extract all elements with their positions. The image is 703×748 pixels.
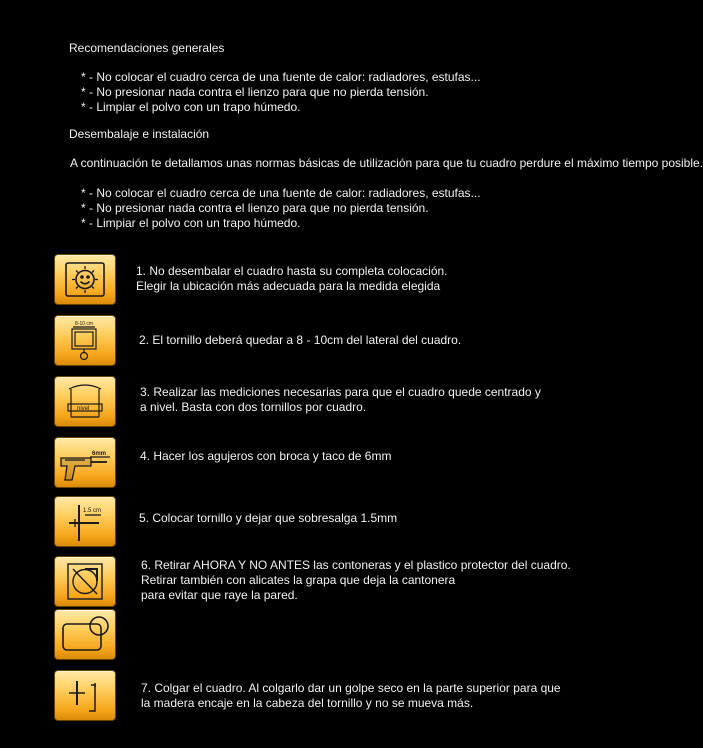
svg-text:1.5 cm: 1.5 cm: [83, 508, 102, 514]
drill-icon: [54, 437, 116, 488]
list-item: * - No presionar nada contra el lienzo para que no pierda tensión.: [81, 85, 429, 99]
step-4-text: 4. Hacer los agujeros con broca y taco de 6mm: [140, 449, 392, 463]
unpack-list: [81, 186, 481, 231]
screw-wall-icon: [54, 496, 116, 547]
step-3-text: 3. Realizar las mediciones necesarias para que el cuadro quede centrado y a nivel. Basta con dos tornillos por cuadro.: [140, 385, 541, 414]
list-item: * - Limpiar el polvo con un trapo húmedo.: [81, 216, 301, 230]
unpack-intro: A continuación te detallamos unas normas básicas de utilización para que tu cuadro perdure el máximo tiempo posible.: [70, 156, 703, 170]
svg-text:8-10 cm: 8-10 cm: [75, 321, 94, 327]
general-list: [81, 70, 481, 115]
step-7-text: 7. Colgar el cuadro. Al colgarlo dar un golpe seco en la parte superior para que la madera encaje en la cabeza del tornillo y no se mueva más.: [141, 681, 561, 710]
list-item: * - No colocar el cuadro cerca de una fuente de calor: radiadores, estufas...: [81, 186, 481, 200]
staple-removal-icon: [54, 609, 116, 660]
step-5-text: 5. Colocar tornillo y dejar que sobresalga 1.5mm: [139, 511, 398, 525]
corner-protector-icon: [54, 556, 116, 607]
list-item: * - No colocar el cuadro cerca de una fuente de calor: radiadores, estufas...: [81, 70, 481, 84]
svg-text:nivel: nivel: [77, 406, 90, 412]
list-item: * - No presionar nada contra el lienzo para que no pierda tensión.: [81, 201, 429, 215]
list-item: * - Limpiar el polvo con un trapo húmedo.: [81, 100, 301, 114]
step-2-text: 2. El tornillo deberá quedar a 8 - 10cm del lateral del cuadro.: [139, 333, 462, 347]
level-measure-icon: [54, 376, 116, 427]
svg-text:6mm: 6mm: [92, 451, 107, 457]
smiling-sun-frame-icon: [54, 254, 116, 305]
step-6-text: 6. Retirar AHORA Y NO ANTES las contoneras y el plastico protector del cuadro. Retirar también con alicates la grapa que deja la cantonera para evitar que raye la pared.: [141, 558, 571, 602]
general-title: Recomendaciones generales: [69, 41, 225, 55]
hang-frame-icon: [54, 670, 116, 721]
unpack-title: Desembalaje e instalación: [69, 127, 210, 141]
screw-distance-frame-icon: [54, 315, 116, 366]
step-1-text: 1. No desembalar el cuadro hasta su completa colocación. Elegir la ubicación más adecuada para la medida elegida: [136, 264, 448, 293]
